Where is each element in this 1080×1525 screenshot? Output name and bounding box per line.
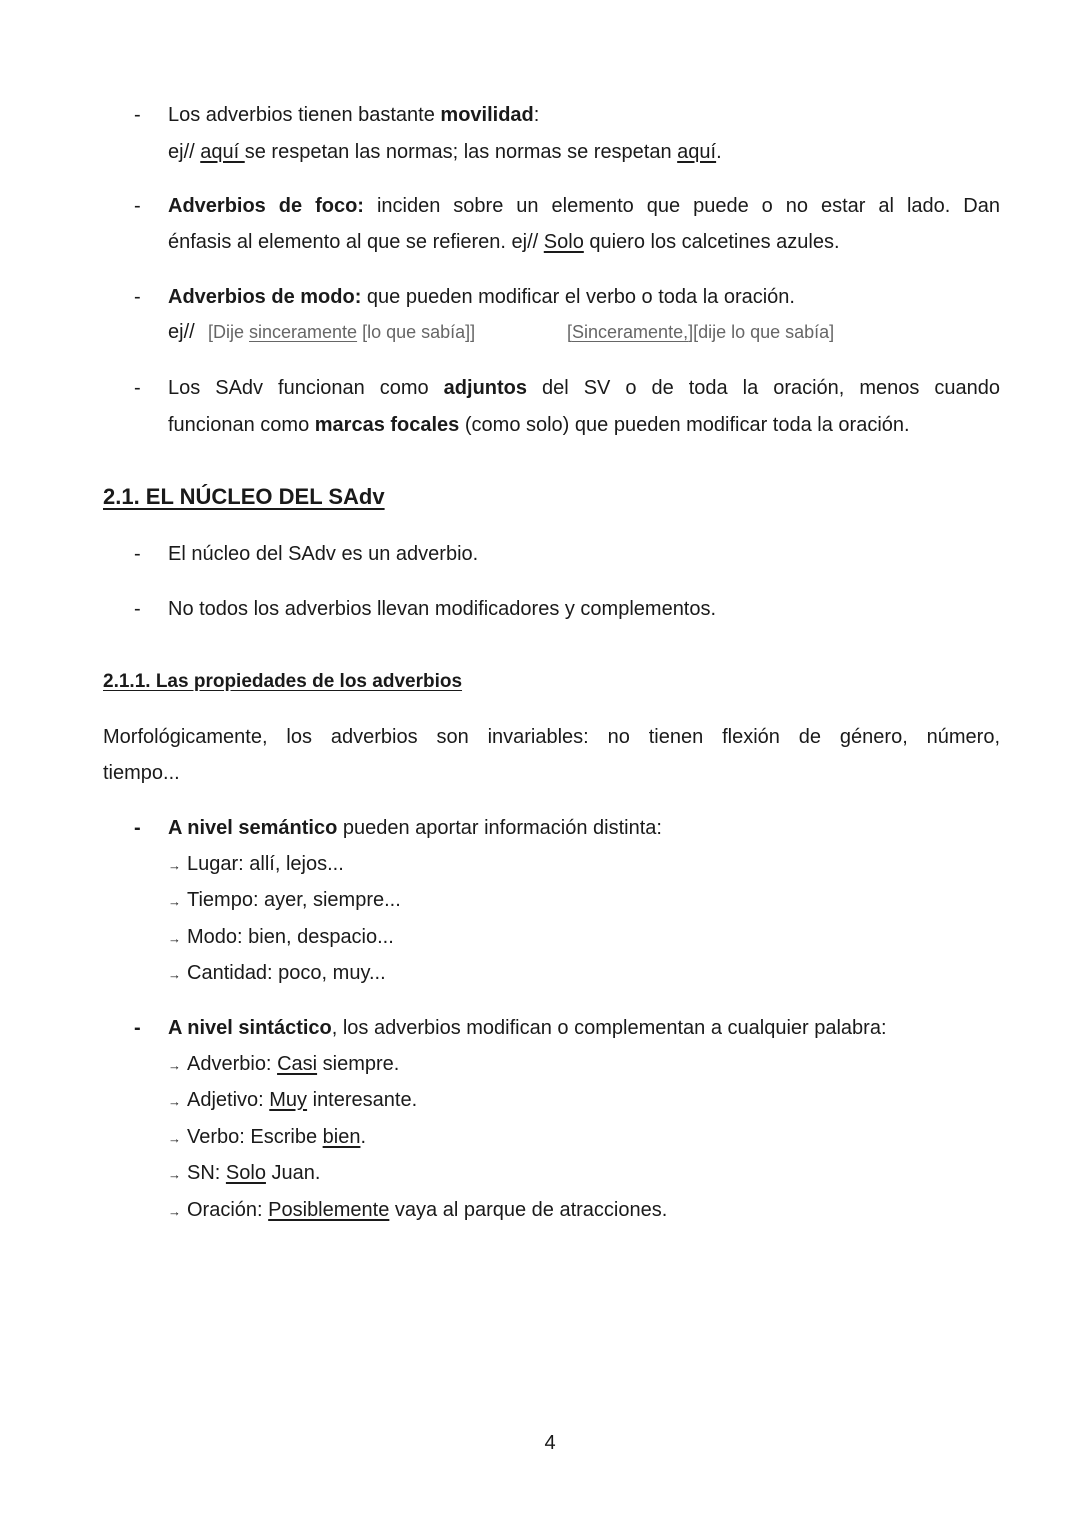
text-segment: quiero los calcetines azules. <box>583 231 840 253</box>
bullet-dash: - <box>134 195 141 217</box>
text-segment: (como solo) que pueden modificar toda la oración. <box>459 414 910 436</box>
text-segment: [lo que sabía]] <box>357 322 476 342</box>
bold-text: A nivel sintáctico <box>168 1017 332 1039</box>
text-segment: , los adverbios modifican o complementan a cualquier palabra: <box>331 1017 887 1039</box>
text-segment: Oración: <box>187 1199 269 1221</box>
bold-text: Adverbios de foco: <box>168 195 364 217</box>
section-heading: 2.1. EL NÚCLEO DEL SAdv <box>103 484 385 509</box>
underline: bien <box>322 1126 361 1148</box>
underline: Posiblemente <box>268 1199 390 1221</box>
text-segment: ej// <box>168 141 201 163</box>
text-segment: Cantidad: poco, muy... <box>187 962 386 984</box>
text-segment: : <box>533 104 540 126</box>
subsection-heading: 2.1.1. Las propiedades de los adverbios <box>103 671 463 692</box>
bullet-dash: - <box>134 817 141 839</box>
text-line <box>168 815 662 841</box>
arrow-item <box>168 1087 417 1115</box>
bullet-dash: - <box>134 598 141 620</box>
underline: aquí <box>677 141 717 163</box>
text-segment: siempre. <box>317 1053 400 1075</box>
underline: aquí <box>200 141 245 163</box>
text-line <box>168 1015 887 1041</box>
text-line <box>168 596 716 622</box>
bullet-dash: - <box>134 377 141 399</box>
underlined-text <box>677 141 716 163</box>
underlined-text <box>200 141 244 163</box>
text-segment: del SV o de toda la oración, menos cuando <box>527 377 1000 399</box>
text-segment: [Dije <box>208 322 250 342</box>
text-segment: pueden aportar información distinta: <box>337 817 662 839</box>
text-segment: Tiempo: ayer, siempre... <box>187 889 401 911</box>
example-sentence-1 <box>208 319 475 345</box>
example-line <box>168 319 195 345</box>
arrow-item <box>168 1197 667 1225</box>
text-line <box>168 412 910 438</box>
text-segment: Modo: bien, despacio... <box>187 926 394 948</box>
bold-text: Adverbios de modo: <box>168 286 362 308</box>
text-line <box>168 102 539 128</box>
underline: Muy <box>269 1089 308 1111</box>
arrow-item <box>168 960 386 988</box>
text-segment: Juan. <box>265 1162 321 1184</box>
text-segment: No todos los adverbios llevan modificadores y complementos. <box>168 598 717 620</box>
underline: Solo <box>225 1162 266 1184</box>
arrow-icon: → <box>168 1058 181 1073</box>
text-segment: vaya al parque de atracciones. <box>389 1199 668 1221</box>
underlined-text <box>269 1089 307 1111</box>
text-line <box>168 284 795 310</box>
arrow-icon: → <box>168 894 181 909</box>
text-segment: Los SAdv funcionan como <box>168 377 444 399</box>
paragraph-line <box>103 760 180 786</box>
underline: Casi <box>277 1053 318 1075</box>
text-segment: . <box>360 1126 366 1148</box>
arrow-item <box>168 924 394 952</box>
underline: sinceramente <box>249 322 358 342</box>
text-segment: énfasis al elemento al que se refieren. ej// <box>168 231 544 253</box>
bullet-dash: - <box>134 543 141 565</box>
arrow-item <box>168 1124 366 1152</box>
text-segment: que pueden modificar el verbo o toda la oración. <box>361 286 795 308</box>
text-segment: Lugar: allí, lejos... <box>187 853 344 875</box>
example-sentence-2 <box>567 319 834 345</box>
text-segment: SN: <box>187 1162 226 1184</box>
text-segment: Verbo: Escribe <box>187 1126 323 1148</box>
bold-text: A nivel semántico <box>168 817 338 839</box>
underline: Solo <box>543 231 584 253</box>
text-segment: ej// <box>168 321 195 343</box>
bold-text: adjuntos <box>443 377 528 399</box>
text-segment: inciden sobre un elemento que puede o no estar al lado. Dan <box>363 195 1000 217</box>
text-segment: funcionan como <box>168 414 315 436</box>
text-line <box>168 375 1000 401</box>
underlined-text <box>544 231 584 253</box>
arrow-item <box>168 851 344 879</box>
underlined-text <box>226 1162 266 1184</box>
arrow-icon: → <box>168 1167 181 1182</box>
underlined-text <box>268 1199 389 1221</box>
example-line <box>168 139 722 165</box>
arrow-item <box>168 1051 399 1079</box>
arrow-item <box>168 887 401 915</box>
text-segment: se respetan las normas; las normas se respetan <box>244 141 678 163</box>
text-segment: Adverbio: <box>187 1053 278 1075</box>
text-segment: Morfológicamente, los adverbios son invariables: no tienen flexión de género, número, <box>103 726 1000 748</box>
text-segment: interesante. <box>307 1089 418 1111</box>
underline: Sinceramente, <box>572 322 689 342</box>
arrow-icon: → <box>168 931 181 946</box>
page-number: 4 <box>544 1432 556 1454</box>
text-segment: ][dije lo que sabía] <box>688 322 835 342</box>
bold-text: movilidad <box>440 104 534 126</box>
text-line <box>168 229 840 255</box>
text-segment: . <box>716 141 722 163</box>
text-segment: Los adverbios tienen bastante <box>168 104 441 126</box>
arrow-item <box>168 1160 320 1188</box>
text-segment: tiempo... <box>103 762 180 784</box>
bullet-dash: - <box>134 1017 141 1039</box>
text-segment: [ <box>567 322 573 342</box>
underlined-text <box>277 1053 317 1075</box>
text-segment: El núcleo del SAdv es un adverbio. <box>168 543 479 565</box>
arrow-icon: → <box>168 967 181 982</box>
arrow-icon: → <box>168 858 181 873</box>
arrow-icon: → <box>168 1094 181 1109</box>
paragraph-line <box>103 724 1000 750</box>
text-line <box>168 193 1000 219</box>
underlined-text <box>323 1126 361 1148</box>
bold-text: marcas focales <box>314 414 460 436</box>
text-line <box>168 541 478 567</box>
bullet-dash: - <box>134 104 141 126</box>
underlined-text <box>249 322 357 342</box>
text-segment: Adjetivo: <box>187 1089 270 1111</box>
bullet-dash: - <box>134 286 141 308</box>
arrow-icon: → <box>168 1131 181 1146</box>
underlined-text <box>572 322 688 342</box>
arrow-icon: → <box>168 1204 181 1219</box>
